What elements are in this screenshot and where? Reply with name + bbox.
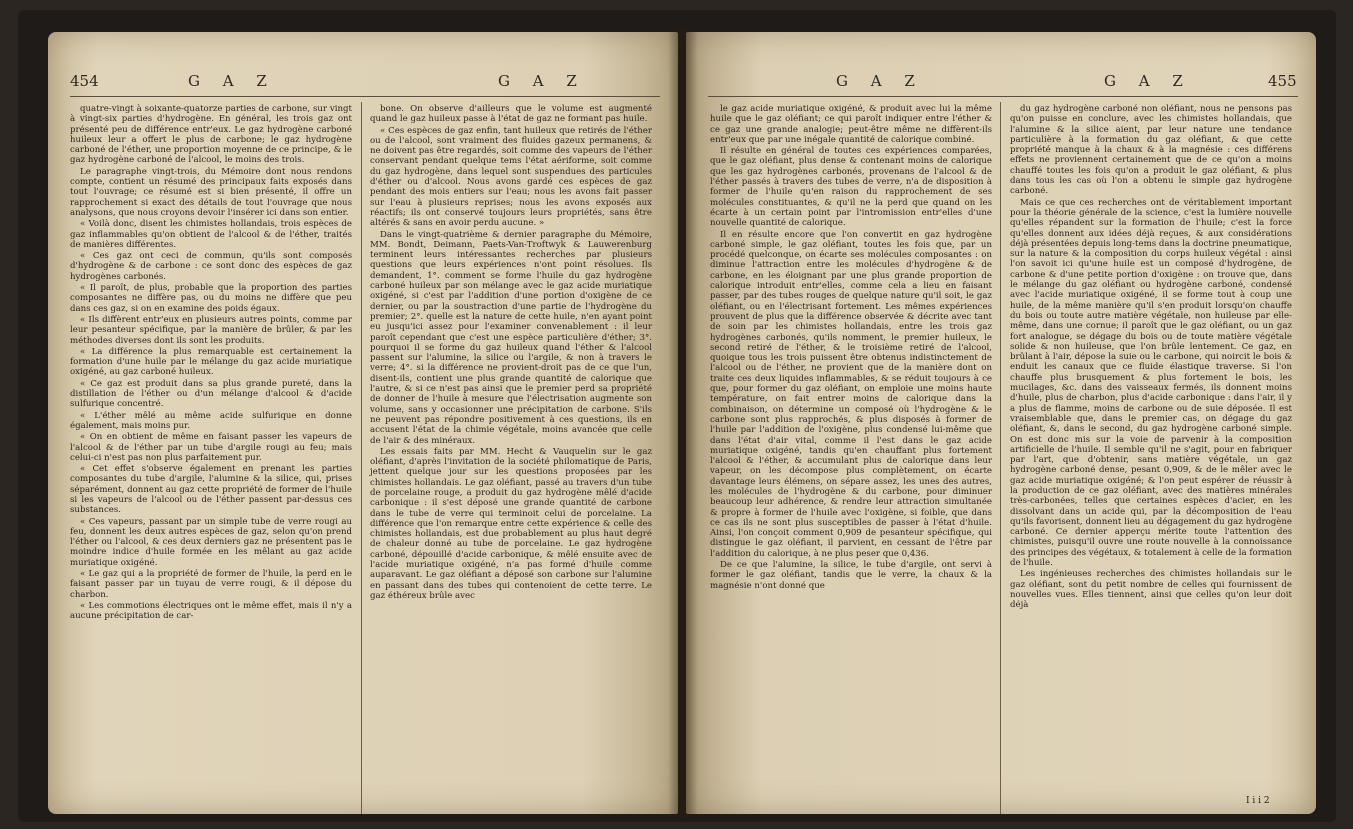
signature-mark: I i i 2 xyxy=(1246,796,1270,806)
right-column-divider xyxy=(1000,102,1001,814)
right-column-2 xyxy=(1010,104,1292,612)
paragraph: Il résulte en général de toutes ces expériences comparées, que le gaz oléfiant, plus dense & contenant moins de calorique que les gaz hydrogènes carbonés, provenans de l'alcool & de l'éther passés à travers des tubes de verre, n'a de disposition à former de l'huile qu'en raison du rapprochement de ses molécules constituantes, & qu'il ne la perd que quand on les écarte à un certain point par l'intromission entr'elles d'une nouvelle quantité de calorique. xyxy=(710,146,992,229)
paragraph: De ce que l'alumine, la silice, le tube d'argile, ont servi à former le gaz oléfiant, tandis que le verre, la chaux & la magnésie n'ont donné que xyxy=(710,560,992,591)
paragraph: quatre-vingt à soixante-quatorze parties de carbone, sur vingt à vingt-six parties d'hydrogène. En général, les trois gaz ont présenté peu de différence entr'eux. Le gaz hydrogène carboné huileux leur a offert le plus de carbone; le gaz hydrogène carboné de l'éther, une proportion moyenne de ce principe, & le gaz hydrogène carboné de l'alcool, le moins des trois. xyxy=(70,104,352,166)
paragraph: « Ces vapeurs, passant par un simple tube de verre rougi au feu, donnent les deux autres espèces de gaz, selon qu'on prend l'éther ou l'alcool, & ces deux derniers gaz ne présentent pas le moindre indice d'huile formée en les mêlant au gaz acide muriatique oxigéné. xyxy=(70,516,352,568)
left-page-number: 454 xyxy=(70,72,99,90)
paragraph: « Cet effet s'observe également en prenant les parties composantes du tube d'argile, l'alumine & la silice, qui, prises séparément, donnent au gaz cette propriété de former de l'huile si les vapeurs de l'alcool ou de l'éther passent par-dessus ces substances. xyxy=(70,464,352,516)
paragraph: Il en résulte encore que l'on convertit en gaz hydrogène carboné simple, le gaz oléfiant, toutes les fois que, par un procédé quelconque, on écarte ses molécules composantes : on diminue l'attraction entre les molécules d'hydrogène & de carbone, en les éloignant par une plus grande proportion de calorique introduit entr'elles, comme cela a lieu en faisant passer, par des tubes rouges de quelque nature qu'il soit, le gaz oléfiant, ou en l'électrisant fortement. Les mêmes expériences prouvent de plus que la différence observée & décrite avec tant de soin par les chimistes hollandais, entre les trois gaz hydrogènes carbonés, qu'ils nomment, le premier huileux, le second retiré de l'éther, & le troisième retiré de l'alcool, quoique tous les trois puissent être obtenus indistinctement de l'alcool ou de l'éther, ne provient que de la manière dont on traite ces deux liquides inflammables, & se réduit toujours à ce que, pour former du gaz oléfiant, on emploie une moins haute température, on fait entrer moins de calorique dans la combinaison, on détermine un composé où l'hydrogène & le carbone sont plus rapprochés, & plus disposés à former de l'huile par l'addition de l'oxigène, plus condensé lui-même que dans l'état d'air vital, comme il l'est dans le gaz acide muriatique oxigéné, tandis qu'en chauffant plus fortement l'alcool & l'éther, & accumulant plus de calorique dans leur vapeur, on les décompose plus complètement, on écarte davantage leurs élémens, on sépare assez, les unes des autres, les molécules de l'hydrogène & du carbone, pour diminuer beaucoup leur adhérence, & rendre leur attraction simultanée & propre à former de l'huile avec l'oxigène, si foible, que dans ce cas ils ne sont plus susceptibles de passer à l'état d'huile. Ainsi, l'on conçoit comment 0,909 de pesanteur spécifique, qui distingue le gaz oléfiant, il parvient, en cessant de l'être par l'addition du calorique, à ne plus peser que 0,436. xyxy=(710,229,992,559)
paragraph: du gaz hydrogène carboné non oléfiant, nous ne pensons pas qu'on puisse en conclure, avec les chimistes hollandais, que l'alumine & la silice aient, par leur nature une tendance particulière à la formation du gaz oléfiant, & que cette propriété manque à la chaux & à la magnésie : ces différens effets ne proviennent certainement que de ce qu'on a moins chauffé toutes les fois qu'on a produit le gaz oléfiant, & plus dans tous les cas où l'on a obtenu le simple gaz hydrogène carboné. xyxy=(1010,104,1292,197)
left-column-divider xyxy=(361,102,362,814)
right-running-head-1: G A Z xyxy=(836,72,924,90)
left-running-head-1: G A Z xyxy=(188,72,276,90)
paragraph: Le paragraphe vingt-trois, du Mémoire dont nous rendons compte, contient un résumé des principaux faits exposés dans tout l'ouvrage; ce résumé est si bien présenté, il offre un rapprochement si exact des détails de tout l'ouvrage que nous analysons, que nous croyons devoir l'insérer ici dans son entier. xyxy=(70,166,352,218)
book-spread xyxy=(18,10,1336,822)
left-header-rule xyxy=(70,96,660,97)
book-gutter xyxy=(668,28,698,818)
right-page-number: 455 xyxy=(1268,72,1297,90)
paragraph: « Voilà donc, disent les chimistes hollandais, trois espèces de gaz inflammables qu'on obtient de l'alcool & de l'éther, traités de manières différentes. xyxy=(70,219,352,250)
right-column-1 xyxy=(710,104,992,592)
left-column-1 xyxy=(70,104,352,623)
paragraph: « Ils diffèrent entr'eux en plusieurs autres points, comme par leur pesanteur spécifique, par la manière de brûler, & par les méthodes diverses dont ils sont les produits. xyxy=(70,314,352,346)
paragraph: « Le gaz qui a la propriété de former de l'huile, la perd en le faisant passer par un tuyau de verre rougi, & il dépose du charbon. xyxy=(70,569,352,600)
right-page xyxy=(686,32,1316,814)
paragraph: Les essais faits par MM. Hecht & Vauquelin sur le gaz oléfiant, d'après l'invitation de la société philomatique de Paris, jettent quelque jour sur les questions proposées par les chimistes hollandais. Le gaz oléfiant, passé au travers d'un tube de porcelaine rouge, a produit du gaz hydrogène mêlé d'acide carbonique : il s'est déposé une grande quantité de carbone dans le tube de verre qui terminoit celui de porcelaine. La différence que l'on remarque entre cette expérience & celle des chimistes hollandais, est due probablement au plus haut degré de chaleur donné au tube de porcelaine. Le gaz hydrogène carboné, dépouillé d'acide carbonique, & mêlé ensuite avec de l'acide muriatique oxigéné, n'a pas formé d'huile comme auparavant. Le gaz oléfiant a déposé son carbone sur l'alumine en passant dans des tubes qui contenoient de cette terre. Le gaz éthéreux brûle avec xyxy=(370,446,652,601)
paragraph: « Ce gaz est produit dans sa plus grande pureté, dans la distillation de l'éther ou d'un mélange d'alcool & d'acide sulfurique concentré. xyxy=(70,378,352,410)
left-column-2 xyxy=(370,104,652,602)
paragraph: « On en obtient de même en faisant passer les vapeurs de l'alcool & de l'éther par un tube d'argile rougi au feu; mais celui-ci n'est pas non plus parfaitement pur. xyxy=(70,432,352,463)
right-running-head-2: G A Z xyxy=(1104,72,1192,90)
paragraph: Dans le vingt-quatrième & dernier paragraphe du Mémoire, MM. Bondt, Deimann, Paets-Van-Troftwyk & Lauwerenburg terminent leurs intéressantes recherches par plusieurs questions que leurs expériences n'ont point résolues. Ils demandent, 1°. comment se forme l'huile du gaz hydrogène carboné huileux par son mélange avec le gaz acide muriatique oxigéné, si c'est par l'addition d'une portion d'oxigène de ce dernier, ou par la soustraction d'une partie de l'hydrogène du premier; 2°. quelle est la nature de cette huile, n'en ayant point eu jusqu'ici assez pour l'examiner convenablement : il leur paroît cependant que c'est une espèce particulière d'éther; 3°. pourquoi il se forme du gaz huileux quand l'éther & l'alcool passent sur l'alumine, la silice ou l'argile, & non à travers le verre; 4°. si la différence ne provient-droit pas de ce que l'un, disent-ils, contient une plus grande quantité de calorique que l'autre, & si ce n'est pas ainsi que le premier perd sa propriété de donner de l'huile à mesure que l'électrisation augmente son volume, sans y occasionner une précipitation de carbone. S'ils ne peuvent pas répondre positivement à ces questions, ils en accusent l'état de la chimie végétale, moins avancée que celle de l'air & des minéraux. xyxy=(370,229,652,446)
right-header-rule xyxy=(708,96,1298,97)
paragraph: « La différence la plus remarquable est certainement la formation d'une huile par le mélange du gaz acide muriatique oxigéné, au gaz carboné huileux. xyxy=(70,346,352,378)
left-page xyxy=(48,32,678,814)
paragraph: bone. On observe d'ailleurs que le volume est augmenté quand le gaz huileux passe à l'état de gaz ne formant pas huile. xyxy=(370,104,652,125)
paragraph: « Ces gaz ont ceci de commun, qu'ils sont composés d'hydrogène & de carbone : ce sont donc des espèces de gaz hydrogènes carbonés. xyxy=(70,251,352,282)
paragraph: « Ces espèces de gaz enfin, tant huileux que retirés de l'éther ou de l'alcool, sont vraiment des fluides gazeux permanens, & ne doivent pas être regardés, soit comme des vapeurs de l'éther conservant pendant quelque tems l'état aériforme, soit comme du gaz hydrogène, dans lequel sont suspendues des particules d'éther ou d'alcool. Nous avons gardé ces espèces de gaz pendant des mois entiers sur l'eau; nous les avons fait passer sur l'eau à plusieurs reprises; nous les avons exposés aux réactifs; ils ont conservé toujours leurs propriétés, sans être altérés & sans en avoir perdu aucune. » xyxy=(370,125,652,229)
paragraph: Mais ce que ces recherches ont de véritablement important pour la théorie générale de la science, c'est la lumière nouvelle qu'elles répandent sur la formation de l'huile; c'est la force qu'elles donnent aux idées déjà reçues, & aux considérations déjà présentées depuis long-tems dans la doctrine pneumatique, sur la nature & la composition du corps huileux végétal : ainsi l'on savoit ici qu'une huile est un composé d'hydrogène, de carbone & d'une petite portion d'oxigène : on trouve que, dans le mélange du gaz oléfiant ou hydrogène carboné, condensé avec l'acide muriatique oxigéné, il se forme tout à coup une huile, de la même manière qu'il s'en produit lorsqu'on chauffe du bois ou toute autre matière végétale, non huileuse par elle-même, dans une cornue; il paroît que le gaz oléfiant, ou un gaz fort analogue, se dégage du bois ou de toute matière végétale solide & non huileuse, que l'on brûle lentement. Ce gaz, en brûlant à l'air, dépose la suie ou le carbone, qui noircit le bois & enduit les canaux que ce fluide élastique traverse. Si l'on chauffe plus brusquement & plus fortement le bois, les mucilages, &c. dans des vaisseaux fermés, ils donnent moins d'huile, plus de charbon, plus d'acide carbonique : dans l'air, il y a plus de flamme, moins de carbone ou de suie déposée. Il est vraisemblable que, dans le premier cas, on dégage du gaz oléfiant, &, dans le second, du gaz hydrogène carboné simple. On est donc mis sur la voie de parvenir à la composition artificielle de l'huile. Il semble qu'il ne s'agit, pour en fabriquer par l'art, que d'obtenir, sans matière végétale, un gaz hydrogène carboné dense, pesant 0,909, & de le mêler avec le gaz acide muriatique oxigéné; & l'on peut espérer de réussir à la production de ce gaz oléfiant, avec des matières minérales très-carbonées, telles que certaines espèces d'acier, en les dissolvant dans un acide qui, par la décomposition de l'eau qu'ils favorisent, donnent lieu au dégagement du gaz hydrogène carboné. Ce dernier apperçu mérite toute l'attention des chimistes, puisqu'il ouvre une route nouvelle à la connoissance des principes des végétaux, & totalement à celle de la formation de l'huile. xyxy=(1010,197,1292,569)
paragraph: « Les commotions électriques ont le même effet, mais il n'y a aucune précipitation de car- xyxy=(70,600,352,622)
left-running-head-2: G A Z xyxy=(498,72,586,90)
paragraph: « L'éther mêlé au même acide sulfurique en donne également, mais moins pur. xyxy=(70,410,352,431)
paragraph: Les ingénieuses recherches des chimistes hollandais sur le gaz oléfiant, sont du petit nombre de celles qui fournissent de nouvelles vues. Elles tiennent, ainsi que celles qu'on leur doit déjà xyxy=(1010,569,1292,611)
paragraph: « Il paroît, de plus, probable que la proportion des parties composantes ne diffère pas, ou du moins ne diffère que peu dans ces gaz, si on en examine des poids égaux. xyxy=(70,283,352,314)
paragraph: le gaz acide muriatique oxigéné, & produit avec lui la même huile que le gaz oléfiant; ce qui paroît indiquer entre l'éther & ce gaz une grande analogie; peut-être même ne diffèrent-ils entr'eux que par une inégale quantité de calorique combiné. xyxy=(710,104,992,145)
